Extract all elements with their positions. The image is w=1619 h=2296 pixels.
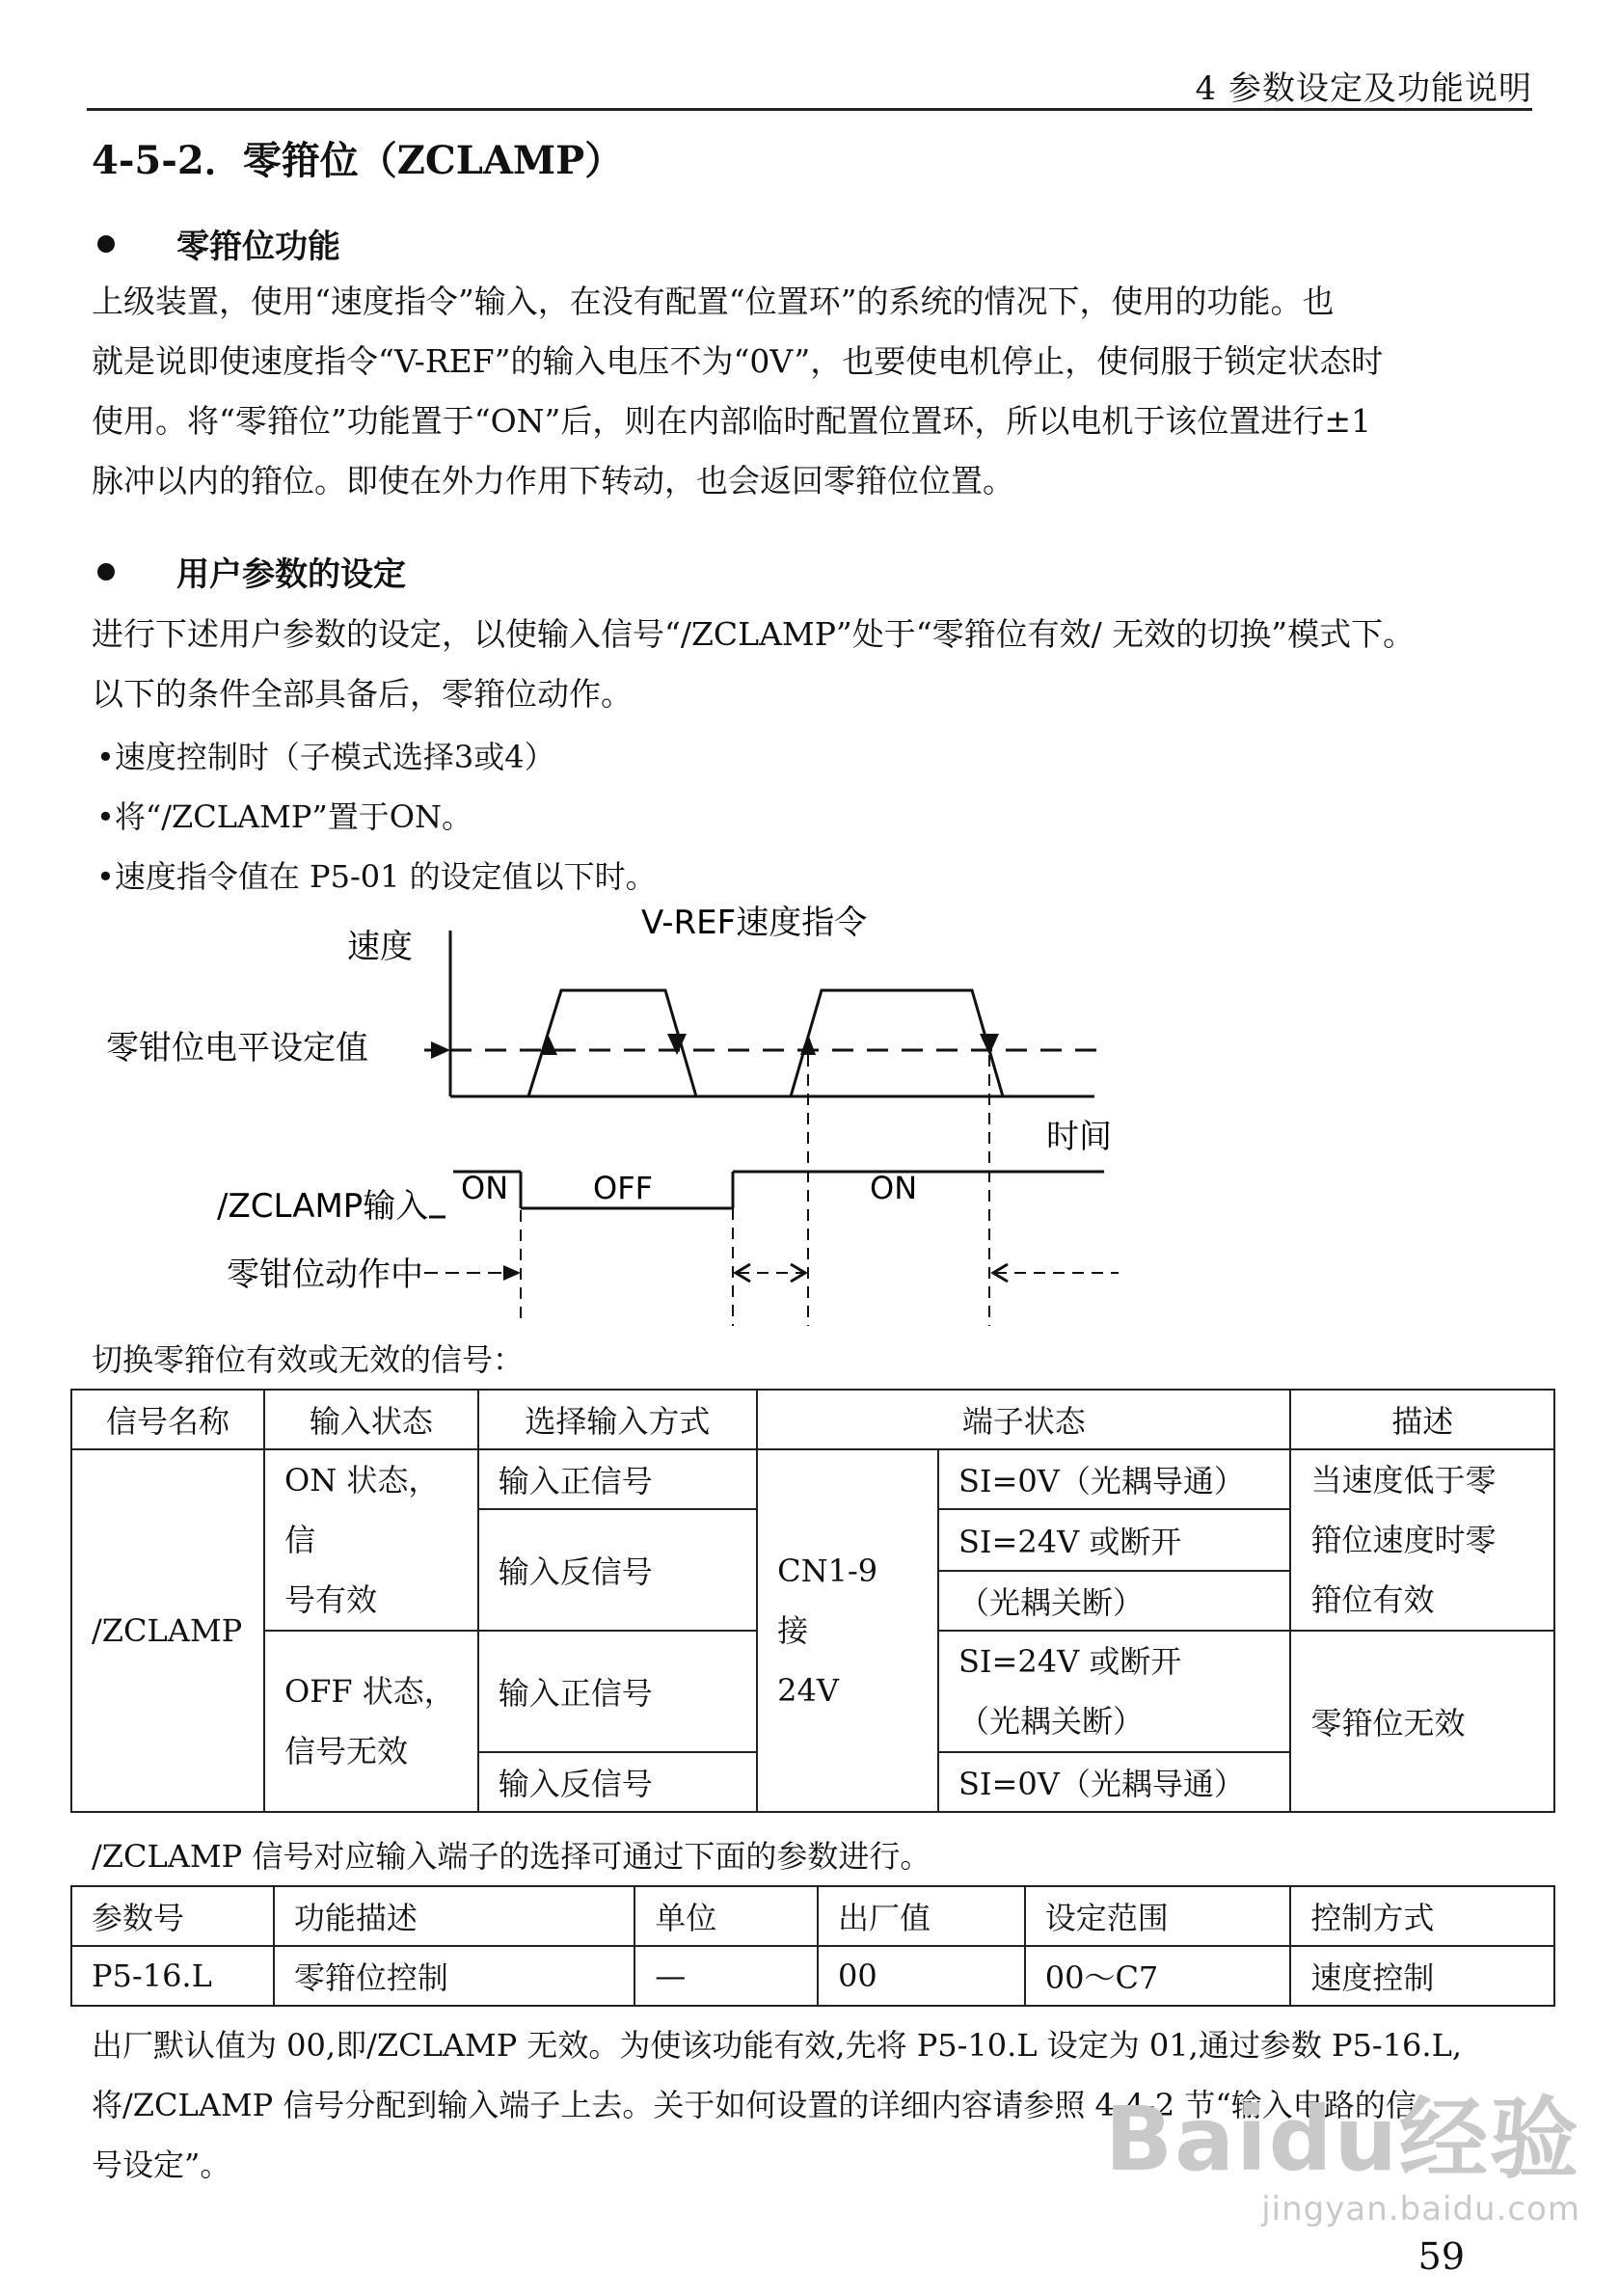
mode-cell: 输入正信号 bbox=[478, 1631, 757, 1752]
watermark-url: jingyan.baidu.com bbox=[1261, 2190, 1580, 2228]
header-cell: 选择输入方式 bbox=[478, 1390, 757, 1449]
footer-line: 出厂默认值为 00,即/ZCLAMP 无效。为使该功能有效,先将 P5-10.L 设定为 01,通过参数 P5-16.L, bbox=[92, 2027, 1463, 2064]
status-cell bbox=[938, 1631, 1290, 1752]
param-cell: 00～C7 bbox=[1025, 1946, 1291, 2006]
param-header-cell: 控制方式 bbox=[1290, 1886, 1554, 1946]
func-line: 就是说即使速度指令“V-REF”的输入电压不为“0V”，也要使电机停止，使伺服于锁定状态时 bbox=[92, 342, 1384, 380]
active-label: 零钳位动作中 bbox=[227, 1256, 423, 1294]
signal-name-cell: /ZCLAMP bbox=[71, 1449, 264, 1812]
status-cell: SI=0V（光耦导通） bbox=[938, 1449, 1290, 1509]
level-label: 零钳位电平设定值 bbox=[106, 1029, 368, 1067]
func-line: 脉冲以内的箝位。即使在外力作用下转动，也会返回零箝位位置。 bbox=[92, 462, 1014, 500]
param-header-cell: 功能描述 bbox=[274, 1886, 634, 1946]
input-label: /ZCLAMP输入 bbox=[217, 1187, 429, 1226]
param-cell: 零箝位控制 bbox=[274, 1946, 634, 2006]
state-line: 信号无效 bbox=[283, 1733, 408, 1769]
status-line: （光耦关断） bbox=[958, 1703, 1144, 1740]
signal-table bbox=[70, 1389, 1555, 1813]
desc-line: 当速度低于零 bbox=[1310, 1462, 1497, 1499]
active-arrow-1 bbox=[503, 1265, 521, 1281]
terminal-line: CN1-9 接 bbox=[777, 1553, 878, 1649]
param-cell: 速度控制 bbox=[1290, 1946, 1554, 2006]
desc-off-cell: 零箝位无效 bbox=[1290, 1631, 1554, 1812]
down-arrow-2 bbox=[980, 1034, 999, 1055]
state-off-cell bbox=[264, 1631, 478, 1812]
state-line: OFF 状态， bbox=[283, 1673, 455, 1710]
desc-line: 箝位有效 bbox=[1310, 1581, 1435, 1618]
state-line: 号有效 bbox=[283, 1581, 377, 1618]
mode-cell: 输入正信号 bbox=[478, 1449, 757, 1509]
condition-item: •速度控制时（子模式选择3或4） bbox=[96, 739, 555, 775]
user-heading-text: 用户参数的设定 bbox=[176, 555, 406, 594]
header-cell: 信号名称 bbox=[71, 1390, 264, 1449]
chapter-header: 4 参数设定及功能说明 bbox=[1195, 69, 1532, 108]
time-label: 时间 bbox=[1046, 1118, 1112, 1156]
param-table bbox=[70, 1885, 1555, 2007]
mode-cell: 输入反信号 bbox=[478, 1509, 757, 1631]
switch-caption: 切换零箝位有效或无效的信号： bbox=[92, 1341, 525, 1378]
func-heading-text: 零箝位功能 bbox=[176, 228, 340, 266]
condition-item: •速度指令值在 P5-01 的设定值以下时。 bbox=[96, 858, 657, 895]
func-line: 上级装置，使用“速度指令”输入，在没有配置“位置环”的系统的情况下，使用的功能。也 bbox=[92, 283, 1335, 320]
param-cell: 00 bbox=[818, 1946, 1025, 2006]
param-cell: P5-16.L bbox=[71, 1946, 274, 2006]
status-cell: SI=0V（光耦导通） bbox=[938, 1752, 1290, 1812]
speed-pulse-1 bbox=[528, 990, 696, 1096]
mode-cell: 输入反信号 bbox=[478, 1752, 757, 1812]
user-line: 进行下述用户参数的设定，以使输入信号“/ZCLAMP”处于“零箝位有效/ 无效的切换”模式下。 bbox=[92, 615, 1416, 653]
func-line: 使用。将“零箝位”功能置于“ON”后，则在内部临时配置位置环，所以电机于该位置进行±1 bbox=[92, 402, 1372, 440]
user-line: 以下的条件全部具备后，零箝位动作。 bbox=[92, 675, 633, 713]
state-on-cell bbox=[264, 1449, 478, 1631]
up-arrow-2 bbox=[800, 1034, 816, 1055]
status-cell: SI=24V 或断开 bbox=[938, 1509, 1290, 1571]
param-header-cell: 设定范围 bbox=[1025, 1886, 1291, 1946]
param-header-cell: 参数号 bbox=[71, 1886, 274, 1946]
watermark-brand: Baidu经验 bbox=[1104, 2088, 1580, 2191]
condition-item: •将“/ZCLAMP”置于ON。 bbox=[96, 798, 472, 835]
footer-line: 将/ZCLAMP 信号分配到输入端子上去。关于如何设置的详细内容请参照 4-4-2 节“输入电路的信 bbox=[92, 2087, 1417, 2123]
status-line: SI=24V 或断开 bbox=[958, 1643, 1182, 1680]
param-header-cell: 单位 bbox=[634, 1886, 818, 1946]
terminal-cell bbox=[757, 1449, 938, 1812]
page-number: 59 bbox=[1417, 2235, 1465, 2278]
on2-label: ON bbox=[870, 1170, 918, 1206]
section-title: 4-5-2．零箝位（ZCLAMP） bbox=[92, 138, 624, 183]
status-cell: （光耦关断） bbox=[938, 1571, 1290, 1631]
header-cell: 描述 bbox=[1290, 1390, 1554, 1449]
terminal-line: 24V bbox=[777, 1672, 839, 1709]
state-line: ON 状态，信 bbox=[283, 1462, 440, 1558]
header-cell: 输入状态 bbox=[264, 1390, 478, 1449]
desc-line: 箝位速度时零 bbox=[1310, 1522, 1497, 1558]
speed-label: 速度 bbox=[347, 928, 413, 966]
baidu-watermark bbox=[1105, 2068, 1580, 2228]
speed-pulse-2 bbox=[791, 990, 1003, 1096]
level-arrowhead bbox=[431, 1041, 450, 1059]
param-header-cell: 出厂值 bbox=[818, 1886, 1025, 1946]
vref-label: V-REF速度指令 bbox=[641, 904, 868, 942]
desc-on-cell bbox=[1290, 1449, 1554, 1631]
on1-label: ON bbox=[461, 1170, 509, 1206]
footer-line: 号设定”。 bbox=[92, 2147, 231, 2183]
header-cell: 端子状态 bbox=[757, 1390, 1290, 1449]
param-caption: /ZCLAMP 信号对应输入端子的选择可通过下面的参数进行。 bbox=[92, 1838, 931, 1875]
off-label: OFF bbox=[593, 1170, 653, 1206]
param-cell: — bbox=[634, 1946, 818, 2006]
